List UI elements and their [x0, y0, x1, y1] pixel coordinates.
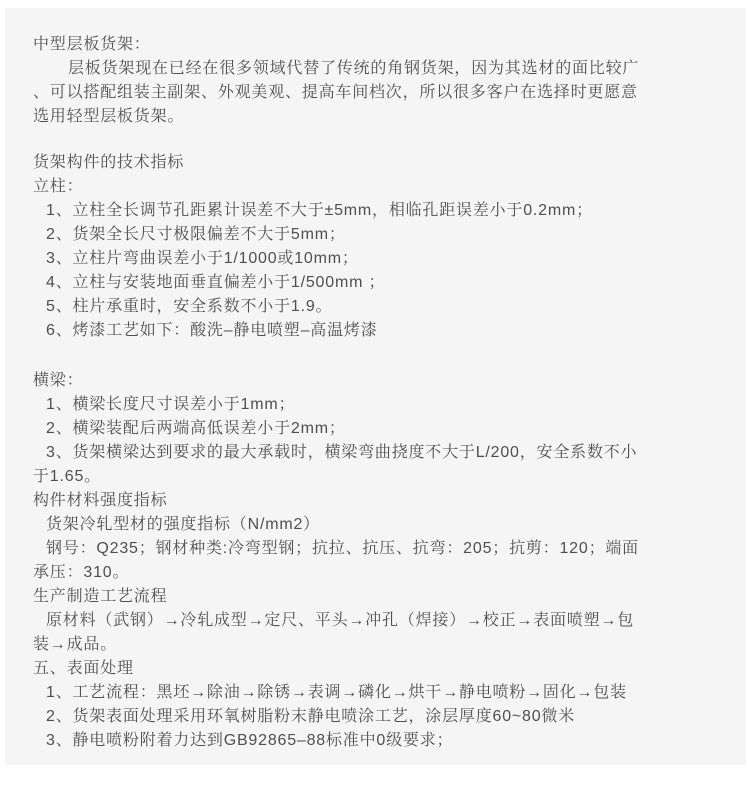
- upright-spec-item: 1、立柱全长调节孔距累计误差不大于±5mm，相临孔距误差小于0.2mm；: [46, 202, 593, 219]
- process-flow-line: 原材料（武钢）→冷轧成型→定尺、平头→冲孔（焊接）→校正→表面喷塑→包: [46, 612, 635, 629]
- beam-spec-item: 3、货架横梁达到要求的最大承载时，横梁弯曲挠度不大于L/200，安全系数不小: [46, 444, 638, 461]
- tech-specs-heading: 货架构件的技术指标: [33, 154, 185, 171]
- upright-subheading: 立柱：: [33, 178, 84, 195]
- blank-line: [5, 129, 746, 151]
- surface-treatment-heading: 五、表面处理: [33, 660, 134, 677]
- blank-line: [5, 343, 746, 369]
- intro-paragraph-line: 选用轻型层板货架。: [33, 108, 185, 125]
- document-panel: [5, 8, 746, 765]
- upright-spec-item: 6、烤漆工艺如下：酸洗–静电喷塑–高温烤漆: [46, 322, 378, 339]
- beam-spec-continuation: 于1.65。: [33, 468, 101, 485]
- manufacturing-process-heading: 生产制造工艺流程: [33, 588, 168, 605]
- beam-spec-item: 2、横梁装配后两端高低误差小于2mm；: [46, 420, 346, 437]
- beam-spec-item: 1、横梁长度尺寸误差小于1mm；: [46, 396, 296, 413]
- intro-paragraph-line: 、可以搭配组装主副架、外观美观、提高车间档次，所以很多客户在选择时更愿意: [33, 84, 638, 101]
- upright-spec-item: 4、立柱与安装地面垂直偏差小于1/500mm ；: [46, 274, 386, 291]
- steel-grade-continuation: 承压：310。: [33, 564, 130, 581]
- intro-paragraph-line: 层板货架现在已经在很多领域代替了传统的角钢货架，因为其选材的面比较广: [68, 60, 640, 77]
- title-medium-duty-shelf: 中型层板货架：: [33, 36, 151, 53]
- material-strength-heading: 构件材料强度指标: [33, 492, 168, 509]
- steel-grade-line: 钢号：Q235；钢材种类:冷弯型钢；抗拉、抗压、抗弯：205；抗剪：120；端面: [46, 540, 639, 557]
- surface-treatment-item: 1、工艺流程：黑坯→除油→除锈→表调→磷化→烘干→静电喷粉→固化→包装: [46, 684, 627, 701]
- upright-spec-item: 3、立柱片弯曲误差小于1/1000或10mm；: [46, 250, 359, 267]
- process-flow-continuation: 装→成品。: [33, 636, 118, 653]
- surface-treatment-item: 2、货架表面处理采用环氧树脂粉末静电喷涂工艺，涂层厚度60~80微米: [46, 708, 576, 725]
- beam-subheading: 横梁：: [33, 372, 84, 389]
- strength-index-line: 货架冷轧型材的强度指标（N/mm2）: [46, 516, 320, 533]
- surface-treatment-item: 3、静电喷粉附着力达到GB92865–88标准中0级要求；: [46, 732, 454, 749]
- upright-spec-item: 2、货架全长尺寸极限偏差不大于5mm；: [46, 226, 346, 243]
- upright-spec-item: 5、柱片承重时，安全系数不小于1.9。: [46, 298, 333, 315]
